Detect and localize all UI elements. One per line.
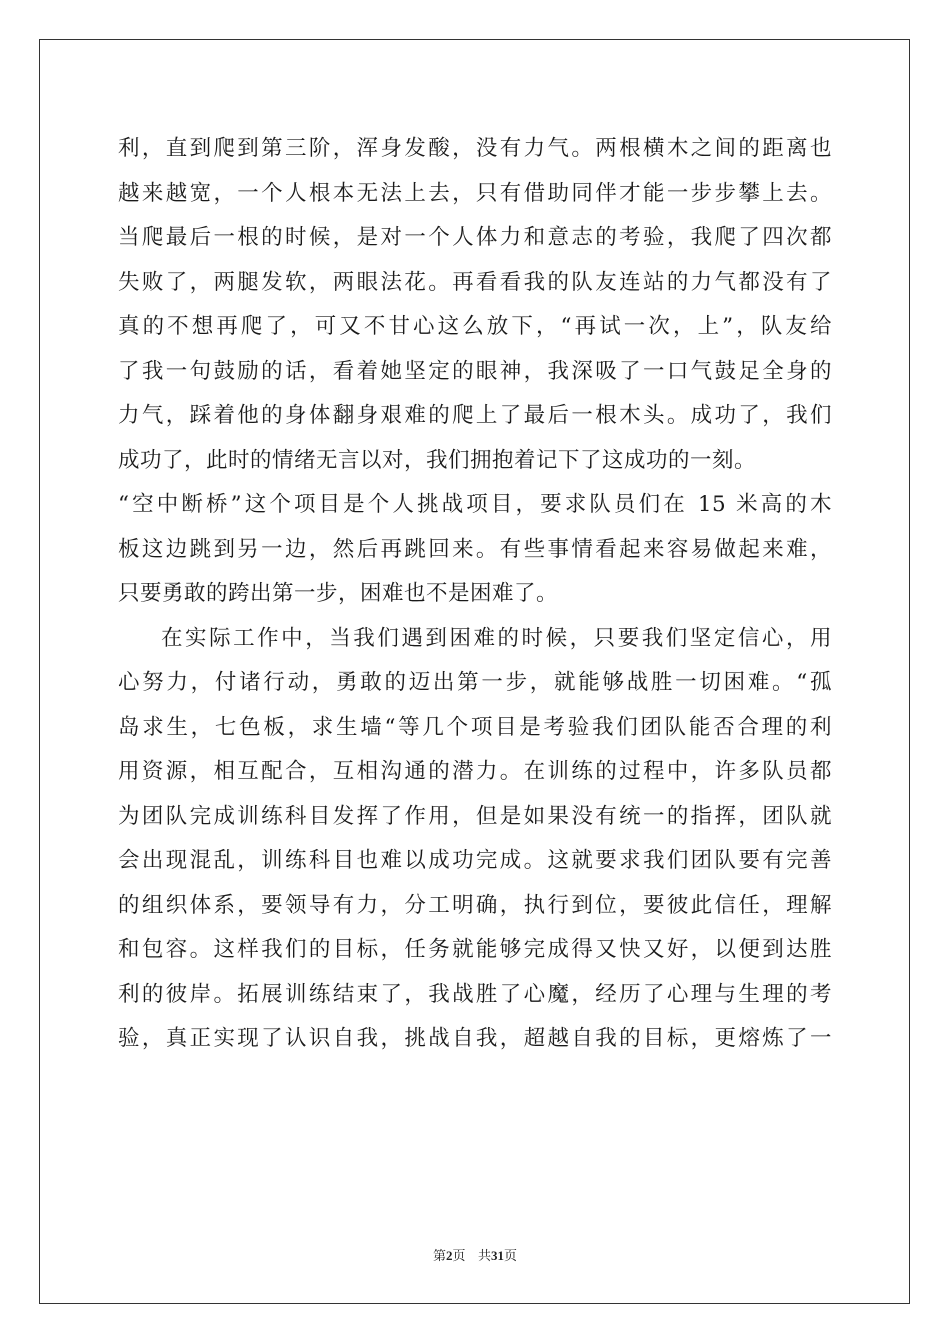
text-line: 真的不想再爬了，可又不甘心这么放下，“再试一次，上”，队友给 — [118, 314, 832, 339]
text-line: 板这边跳到另一边，然后再跳回来。有些事情看起来容易做起来难， — [118, 536, 832, 562]
footer-page-number: 2 — [446, 1248, 453, 1263]
text-line: 了我一句鼓励的话，看着她坚定的眼神，我深吸了一口气鼓足全身的 — [118, 358, 832, 384]
text-line: 在实际工作中，当我们遇到困难的时候，只要我们坚定信心，用 — [161, 625, 832, 651]
footer-page-prefix: 第 — [433, 1249, 447, 1264]
text-line: 会出现混乱，训练科目也难以成功完成。这就要求我们团队要有完善 — [118, 848, 832, 873]
text-line: 的组织体系，要领导有力，分工明确，执行到位，要彼此信任，理解 — [118, 892, 832, 918]
text-line: 心努力，付诸行动，勇敢的迈出第一步，就能够战胜一切困难。“孤 — [118, 670, 832, 695]
text-line: 利，直到爬到第三阶，浑身发酸，没有力气。两根横木之间的距离也 — [118, 136, 832, 161]
text-line: 利的彼岸。拓展训练结束了，我战胜了心魔，经历了心理与生理的考 — [118, 981, 832, 1007]
text-line: 力气，踩着他的身体翻身艰难的爬上了最后一根木头。成功了，我们 — [118, 403, 832, 428]
page-footer — [0, 1245, 950, 1264]
footer-total-pages: 31 — [490, 1248, 504, 1263]
document-body — [118, 127, 832, 1062]
text-line: 失败了，两腿发软，两眼法花。再看看我的队友连站的力气都没有了 — [118, 269, 832, 295]
text-line: 只要勇敢的跨出第一步，困难也不是困难了。 — [118, 581, 559, 606]
text-line: 用资源，相互配合，互相沟通的潜力。在训练的过程中，许多队员都 — [118, 759, 832, 784]
footer-total-prefix: 共 — [477, 1249, 491, 1264]
text-line: 验，真正实现了认识自我，挑战自我，超越自我的目标，更熔炼了一 — [118, 1026, 832, 1051]
footer-page-suffix: 页 — [452, 1249, 466, 1264]
text-line: 为团队完成训练科目发挥了作用，但是如果没有统一的指挥，团队就 — [118, 803, 832, 829]
footer-total-suffix: 页 — [503, 1249, 517, 1264]
text-line: 和包容。这样我们的目标，任务就能够完成得又快又好，以便到达胜 — [118, 937, 832, 962]
text-line: 成功了，此时的情绪无言以对，我们拥抱着记下了这成功的一刻。 — [118, 447, 757, 473]
text-line: 越来越宽，一个人根本无法上去，只有借助同伴才能一步步攀上去。 — [118, 180, 832, 206]
text-line: 当爬最后一根的时候，是对一个人体力和意志的考验，我爬了四次都 — [118, 225, 832, 250]
text-line: 岛求生，七色板，求生墙“等几个项目是考验我们团队能否合理的利 — [118, 714, 832, 740]
text-line: “空中断桥”这个项目是个人挑战项目，要求队员们在 15 米高的木 — [118, 492, 832, 517]
